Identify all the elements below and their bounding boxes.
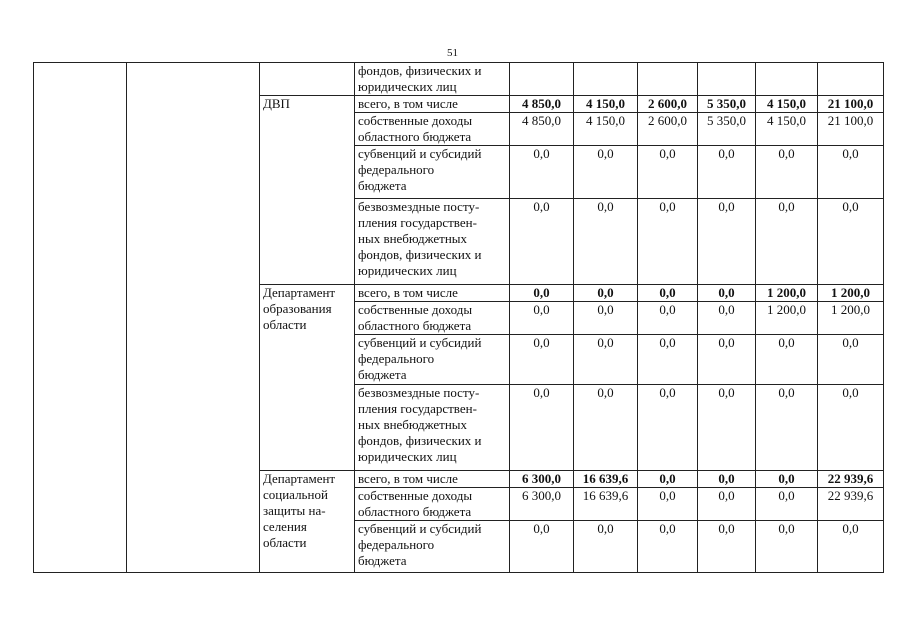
description-line: всего, в том числе: [358, 285, 458, 300]
row-description: [355, 471, 510, 488]
value-cell: 0,0: [638, 199, 698, 285]
value-cell: 22 939,6: [818, 488, 884, 521]
value-cell: 2 600,0: [638, 96, 698, 113]
value-cell: 5 350,0: [698, 96, 756, 113]
value-cell: 0,0: [818, 146, 884, 199]
blank-column-1: [34, 63, 127, 573]
row-description: [355, 199, 510, 285]
description-line: бюджета: [358, 367, 407, 382]
value-cell: 0,0: [698, 471, 756, 488]
description-line: безвозмездные посту-: [358, 385, 480, 400]
value-cell: 0,0: [698, 302, 756, 335]
value-cell: 0,0: [510, 146, 574, 199]
value-cell: 0,0: [574, 285, 638, 302]
description-line: федерального: [358, 162, 435, 177]
description-line: собственные доходы: [358, 488, 473, 503]
value-cell: 6 300,0: [510, 471, 574, 488]
value-cell: 5 350,0: [698, 113, 756, 146]
value-cell: 0,0: [638, 488, 698, 521]
value-cell: [510, 63, 574, 96]
value-cell: 4 150,0: [756, 96, 818, 113]
value-cell: 0,0: [510, 385, 574, 471]
value-cell: 22 939,6: [818, 471, 884, 488]
value-cell: 0,0: [698, 385, 756, 471]
description-line: фондов, физических и: [358, 433, 482, 448]
value-cell: 4 150,0: [574, 113, 638, 146]
value-cell: 0,0: [638, 302, 698, 335]
value-cell: 4 850,0: [510, 96, 574, 113]
description-line: ных внебюджетных: [358, 417, 468, 432]
value-cell: 6 300,0: [510, 488, 574, 521]
value-cell: 0,0: [818, 335, 884, 385]
description-line: бюджета: [358, 553, 407, 568]
row-description: [355, 96, 510, 113]
value-cell: 0,0: [510, 199, 574, 285]
value-cell: 0,0: [756, 146, 818, 199]
value-cell: 1 200,0: [756, 302, 818, 335]
description-line: федерального: [358, 537, 435, 552]
department-name-line: защиты на-: [263, 503, 326, 518]
value-cell: 0,0: [698, 199, 756, 285]
description-line: пления государствен-: [358, 401, 477, 416]
value-cell: 1 200,0: [756, 285, 818, 302]
value-cell: [818, 63, 884, 96]
description-line: субвенций и субсидий: [358, 146, 482, 161]
description-line: ных внебюджетных: [358, 231, 468, 246]
value-cell: 0,0: [638, 385, 698, 471]
row-description: [355, 63, 510, 96]
row-description: [355, 488, 510, 521]
department-name-line: ДВП: [263, 96, 290, 111]
row-description: [355, 285, 510, 302]
department-cell: [260, 63, 355, 96]
description-line: собственные доходы: [358, 302, 473, 317]
value-cell: 0,0: [756, 199, 818, 285]
value-cell: 0,0: [756, 385, 818, 471]
description-line: субвенций и субсидий: [358, 335, 482, 350]
row-description: [355, 113, 510, 146]
value-cell: 0,0: [756, 488, 818, 521]
value-cell: 0,0: [756, 521, 818, 573]
value-cell: [574, 63, 638, 96]
value-cell: 4 150,0: [574, 96, 638, 113]
value-cell: [756, 63, 818, 96]
description-line: бюджета: [358, 178, 407, 193]
value-cell: 0,0: [574, 335, 638, 385]
value-cell: 0,0: [698, 521, 756, 573]
value-cell: 0,0: [818, 199, 884, 285]
value-cell: 0,0: [510, 335, 574, 385]
description-line: фондов, физических и: [358, 247, 482, 262]
row-description: [355, 335, 510, 385]
value-cell: 0,0: [574, 302, 638, 335]
value-cell: 4 150,0: [756, 113, 818, 146]
value-cell: 4 850,0: [510, 113, 574, 146]
department-name-line: Департамент: [263, 471, 336, 486]
row-description: [355, 385, 510, 471]
description-line: собственные доходы: [358, 113, 473, 128]
value-cell: 0,0: [510, 521, 574, 573]
blank-column-2: [127, 63, 260, 573]
department-name-line: области: [263, 317, 307, 332]
value-cell: 0,0: [510, 285, 574, 302]
value-cell: 0,0: [574, 521, 638, 573]
value-cell: 21 100,0: [818, 113, 884, 146]
row-description: [355, 302, 510, 335]
description-line: юридических лиц: [358, 263, 457, 278]
row-description: [355, 146, 510, 199]
value-cell: [638, 63, 698, 96]
description-line: пления государствен-: [358, 215, 477, 230]
page-number: 51: [447, 47, 458, 59]
value-cell: 0,0: [756, 471, 818, 488]
value-cell: 2 600,0: [638, 113, 698, 146]
value-cell: 0,0: [638, 146, 698, 199]
description-line: областного бюджета: [358, 129, 472, 144]
row-description: [355, 521, 510, 573]
department-cell: [260, 471, 355, 573]
department-name-line: селения: [263, 519, 307, 534]
value-cell: 0,0: [574, 385, 638, 471]
table-row: [34, 63, 884, 96]
description-line: областного бюджета: [358, 318, 472, 333]
value-cell: 0,0: [756, 335, 818, 385]
value-cell: 0,0: [510, 302, 574, 335]
value-cell: 0,0: [698, 335, 756, 385]
description-line: всего, в том числе: [358, 96, 458, 111]
description-line: юридических лиц: [358, 79, 457, 94]
value-cell: 21 100,0: [818, 96, 884, 113]
value-cell: 0,0: [698, 488, 756, 521]
description-line: федерального: [358, 351, 435, 366]
value-cell: 1 200,0: [818, 302, 884, 335]
value-cell: 0,0: [574, 199, 638, 285]
value-cell: 1 200,0: [818, 285, 884, 302]
department-name-line: образования: [263, 301, 332, 316]
value-cell: 0,0: [698, 146, 756, 199]
budget-table: [33, 62, 884, 573]
description-line: юридических лиц: [358, 449, 457, 464]
value-cell: 16 639,6: [574, 471, 638, 488]
value-cell: 0,0: [818, 385, 884, 471]
value-cell: [698, 63, 756, 96]
department-cell: [260, 96, 355, 285]
value-cell: 0,0: [574, 146, 638, 199]
value-cell: 0,0: [818, 521, 884, 573]
department-name-line: Департамент: [263, 285, 336, 300]
department-name-line: области: [263, 535, 307, 550]
department-cell: [260, 285, 355, 471]
value-cell: 0,0: [638, 521, 698, 573]
description-line: всего, в том числе: [358, 471, 458, 486]
description-line: фондов, физических и: [358, 63, 482, 78]
value-cell: 0,0: [638, 285, 698, 302]
value-cell: 0,0: [638, 335, 698, 385]
value-cell: 0,0: [638, 471, 698, 488]
value-cell: 16 639,6: [574, 488, 638, 521]
description-line: субвенций и субсидий: [358, 521, 482, 536]
department-name-line: социальной: [263, 487, 328, 502]
description-line: безвозмездные посту-: [358, 199, 480, 214]
description-line: областного бюджета: [358, 504, 472, 519]
value-cell: 0,0: [698, 285, 756, 302]
